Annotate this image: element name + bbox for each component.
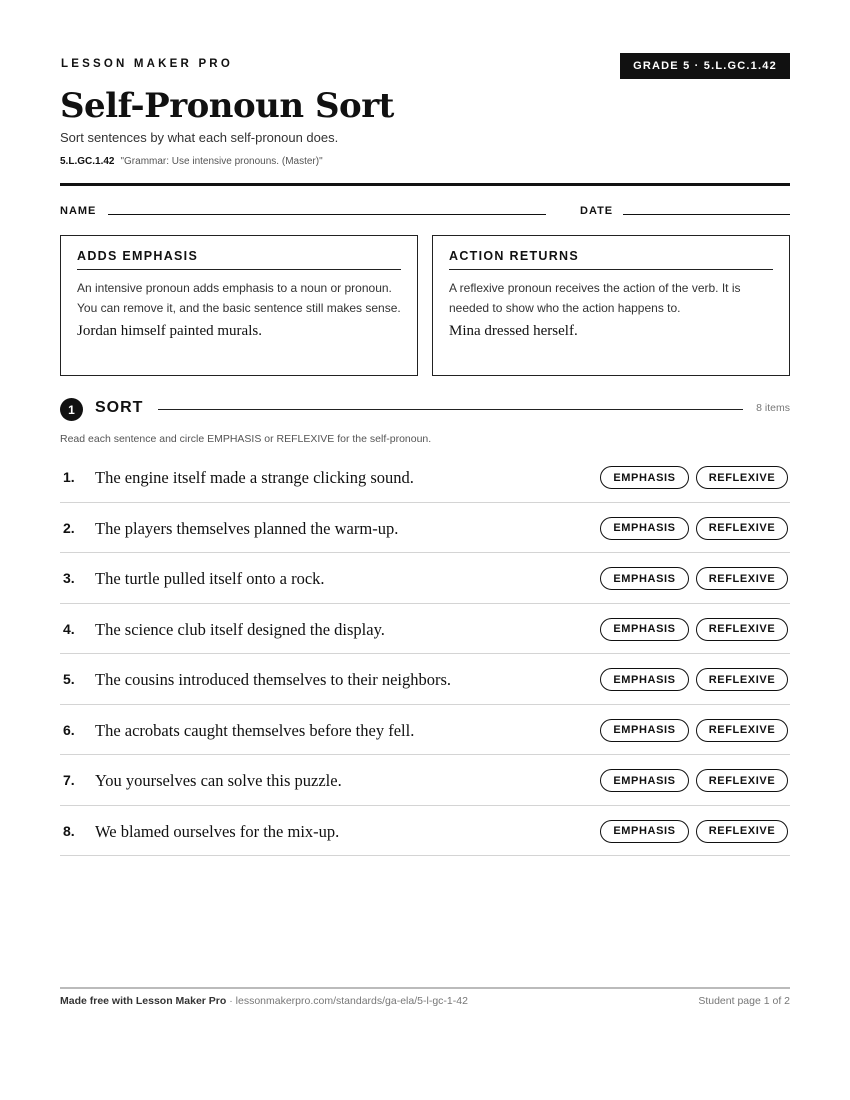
item-sentence: We blamed ourselves for the mix-up. [95, 821, 340, 841]
item-sentence: The engine itself made a strange clicking sound. [95, 468, 414, 487]
sort-item [60, 806, 790, 857]
item-sentence: The turtle pulled itself onto a rock. [95, 569, 325, 588]
name-field[interactable] [108, 214, 546, 215]
concept-title: ACTION RETURNS [449, 249, 773, 270]
concept-description: A reflexive pronoun receives the action of the verb. It is needed to show who the action happens to. [449, 281, 741, 315]
emphasis-choice[interactable]: EMPHASIS [600, 567, 689, 590]
item-number: 4. [63, 620, 75, 637]
choice-group [600, 567, 788, 590]
choice-group [600, 668, 788, 691]
date-label: DATE [580, 205, 614, 217]
choice-group [600, 618, 788, 641]
item-number: 1. [63, 469, 75, 485]
reflexive-choice[interactable]: REFLEXIVE [696, 820, 788, 843]
item-count: 8 items [756, 402, 790, 414]
choice-group [600, 719, 788, 742]
item-sentence: The acrobats caught themselves before they fell. [95, 720, 415, 740]
date-field[interactable] [623, 214, 790, 215]
concept-card-emphasis [60, 235, 418, 376]
item-number: 6. [63, 721, 75, 738]
section-number-badge: 1 [60, 398, 83, 421]
choice-group [600, 466, 788, 489]
sort-item [60, 654, 790, 705]
footer-made-with: Made free with Lesson Maker Pro [60, 995, 227, 1007]
choice-group [600, 820, 788, 843]
brand-name: LESSON MAKER PRO [61, 58, 233, 70]
concept-title: ADDS EMPHASIS [77, 249, 401, 270]
sort-item [60, 553, 790, 604]
emphasis-choice[interactable]: EMPHASIS [600, 769, 689, 792]
name-label: NAME [60, 205, 97, 217]
emphasis-choice[interactable]: EMPHASIS [600, 466, 689, 489]
emphasis-choice[interactable]: EMPHASIS [600, 517, 689, 540]
item-sentence: The science club itself designed the display. [95, 619, 385, 639]
choice-group [600, 769, 788, 792]
sort-item [60, 503, 790, 554]
concept-example: Jordan himself painted murals. [77, 323, 262, 339]
sort-item [60, 705, 790, 756]
reflexive-choice[interactable]: REFLEXIVE [696, 466, 788, 489]
header-divider [60, 183, 790, 186]
worksheet-title: Self-Pronoun Sort [60, 86, 394, 126]
footer-credit [60, 995, 468, 1007]
footer-divider [60, 987, 790, 989]
item-number: 2. [63, 519, 75, 536]
emphasis-choice[interactable]: EMPHASIS [600, 618, 689, 641]
standard-line [60, 156, 323, 167]
item-sentence: You yourselves can solve this puzzle. [95, 771, 342, 790]
worksheet-subtitle: Sort sentences by what each self-pronoun does. [60, 130, 339, 145]
concept-card-reflexive [432, 235, 790, 376]
page-indicator: Student page 1 of 2 [698, 995, 790, 1007]
item-sentence: The players themselves planned the warm-up. [95, 518, 399, 538]
item-number: 8. [63, 822, 75, 839]
section-instructions: Read each sentence and circle EMPHASIS or REFLEXIVE for the self-pronoun. [60, 433, 432, 445]
item-sentence: The cousins introduced themselves to their neighbors. [95, 670, 452, 689]
reflexive-choice[interactable]: REFLEXIVE [696, 769, 788, 792]
reflexive-choice[interactable]: REFLEXIVE [696, 618, 788, 641]
concept-example: Mina dressed herself. [449, 323, 578, 339]
emphasis-choice[interactable]: EMPHASIS [600, 820, 689, 843]
reflexive-choice[interactable]: REFLEXIVE [696, 517, 788, 540]
choice-group [600, 517, 788, 540]
concept-description: An intensive pronoun adds emphasis to a noun or pronoun. You can remove it, and the basic sentence still makes sense. [77, 281, 401, 315]
sort-item-list [60, 452, 790, 856]
sort-item [60, 604, 790, 655]
item-number: 5. [63, 671, 75, 687]
reflexive-choice[interactable]: REFLEXIVE [696, 719, 788, 742]
item-number: 3. [63, 570, 75, 586]
footer-url[interactable]: · lessonmakerpro.com/standards/ga-ela/5-l-gc-1-42 [226, 995, 468, 1007]
sort-item [60, 452, 790, 503]
section-title: SORT [95, 399, 144, 416]
sort-item [60, 755, 790, 806]
item-number: 7. [63, 772, 75, 788]
standard-code: 5.L.GC.1.42 [60, 156, 115, 167]
emphasis-choice[interactable]: EMPHASIS [600, 719, 689, 742]
section-divider [158, 409, 743, 410]
emphasis-choice[interactable]: EMPHASIS [600, 668, 689, 691]
grade-badge: GRADE 5 · 5.L.GC.1.42 [620, 53, 790, 79]
reflexive-choice[interactable]: REFLEXIVE [696, 567, 788, 590]
reflexive-choice[interactable]: REFLEXIVE [696, 668, 788, 691]
standard-description: "Grammar: Use intensive pronouns. (Master)" [120, 156, 323, 167]
